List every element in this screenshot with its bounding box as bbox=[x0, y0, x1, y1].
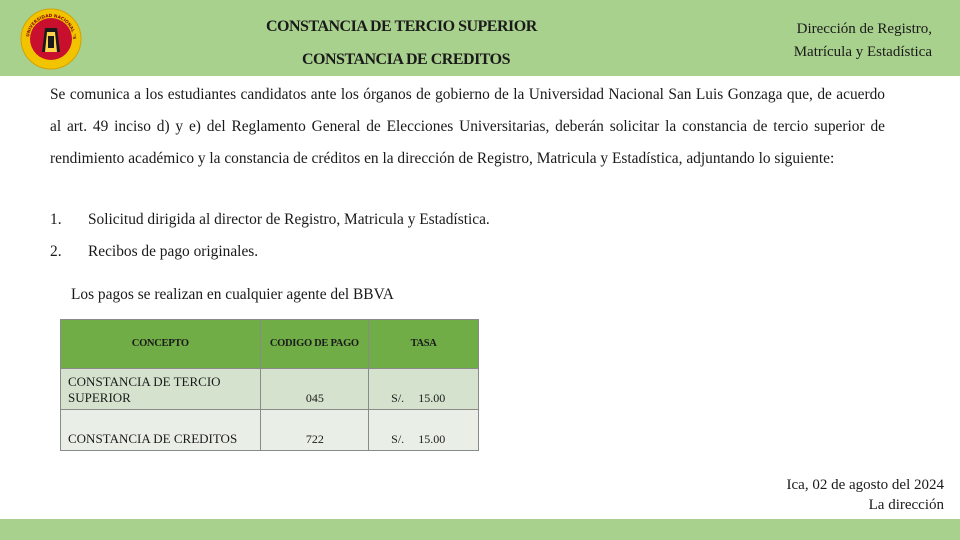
announcement-paragraph: Se comunica a los estudiantes candidatos ante los órganos de gobierno de la Universidad Nacional San Luis Gonzaga que, de acuerdo al art. 49 inciso d) y e) del Reglamento General de Elecciones Universitarias, deberán solicitar la constancia de tercio superior de rendimiento académico y la constancia de créditos en la dirección de Registro, Matricula y Estadística, adjuntando lo siguiente: bbox=[50, 86, 885, 167]
requirement-number: 2. bbox=[50, 243, 62, 260]
code-cell: 045 bbox=[260, 369, 369, 410]
logo-text: UNIVERSIDAD NACIONAL "S bbox=[26, 13, 77, 40]
table-header-row bbox=[61, 320, 479, 369]
fees-table bbox=[60, 319, 479, 451]
signature: La dirección bbox=[868, 497, 944, 513]
table-row bbox=[61, 410, 479, 451]
payment-note: Los pagos se realizan en cualquier agente del BBVA bbox=[71, 286, 394, 303]
rate-amount: 15.00 bbox=[418, 391, 446, 405]
requirement-item bbox=[50, 243, 258, 261]
concept-cell: CONSTANCIA DE CREDITOS bbox=[61, 410, 261, 451]
footer-band bbox=[0, 519, 960, 540]
requirement-text: Recibos de pago originales. bbox=[88, 243, 259, 260]
university-logo bbox=[20, 8, 82, 70]
header-tasa: TASA bbox=[369, 320, 479, 369]
department-name bbox=[794, 18, 932, 64]
page-title: CONSTANCIA DE TERCIO SUPERIOR bbox=[266, 18, 537, 35]
department-line-2: Matrícula y Estadística bbox=[793, 44, 932, 60]
page-subtitle: CONSTANCIA DE CREDITOS bbox=[302, 51, 511, 68]
rate-amount: 15.00 bbox=[418, 432, 446, 446]
requirement-text: Solicitud dirigida al director de Registro, Matricula y Estadística. bbox=[88, 211, 490, 228]
rate-currency: S/. bbox=[391, 391, 405, 405]
table-row bbox=[61, 369, 479, 410]
requirement-number: 1. bbox=[50, 211, 62, 228]
rate-cell bbox=[369, 410, 479, 451]
header-codigo: CODIGO DE PAGO bbox=[260, 320, 369, 369]
header-concepto: CONCEPTO bbox=[61, 320, 261, 369]
requirement-item bbox=[50, 211, 490, 229]
rate-currency: S/. bbox=[391, 432, 405, 446]
code-cell: 722 bbox=[260, 410, 369, 451]
department-line-1: Dirección de Registro, bbox=[796, 21, 932, 37]
concept-cell: CONSTANCIA DE TERCIO SUPERIOR bbox=[61, 369, 261, 410]
rate-cell bbox=[369, 369, 479, 410]
document-date: Ica, 02 de agosto del 2024 bbox=[786, 477, 944, 493]
